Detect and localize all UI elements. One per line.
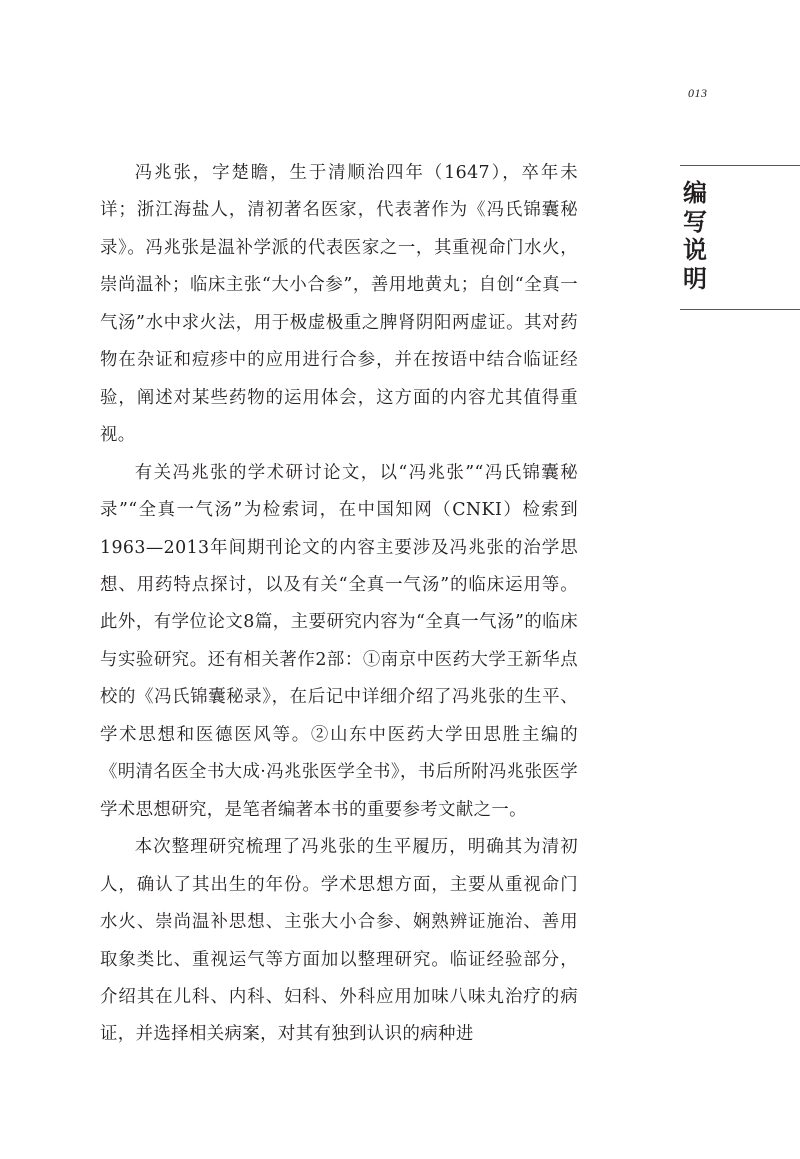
paragraph: 本次整理研究梳理了冯兆张的生平履历，明确其为清初人，确认了其出生的年份。学术思想方面，主要从重视命门水火、崇尚温补思想、主张大小合参、娴熟辨证施治、善用取象类比、重视运气等方面加以整理研究。临证经验部分，介绍其在儿科、内科、妇科、外科应用加味八味丸治疗的病证，并选择相关病案，对其有独到认识的病种进 xyxy=(100,837,578,1045)
paragraph: 有关冯兆张的学术研讨论文，以“冯兆张”“冯氏锦囊秘录”“全真一气汤”为检索词，在中国知网（CNKI）检索到1963—2013年间期刊论文的内容主要涉及冯兆张的治学思想、用药特点探讨，以及有关“全真一气汤”的临床运用等。此外，有学位论文8篇，主要研究内容为“全真一气汤”的临床与实验研究。还有相关著作2部：①南京中医药大学王新华点校的《冯氏锦囊秘录》，在后记中详细介绍了冯兆张的生平、学术思想和医德医风等。②山东中医药大学田思胜主编的《明清名医全书大成·冯兆张医学全书》，书后所附冯兆张医学学术思想研究，是笔者编著本书的重要参考文献之一。 xyxy=(100,462,578,820)
section-title-bottom-rule xyxy=(680,309,800,310)
section-title-char: 明 xyxy=(683,264,707,293)
paragraph: 冯兆张，字楚瞻，生于清顺治四年（1647），卒年未详；浙江海盐人，清初著名医家，代表著作为《冯氏锦囊秘录》。冯兆张是温补学派的代表医家之一，其重视命门水火，崇尚温补；临床主张“大小合参”，善用地黄丸；自创“全真一气汤”水中求火法，用于极虚极重之脾肾阴阳两虚证。其对药物在杂证和痘疹中的应用进行合参，并在按语中结合临证经验，阐述对某些药物的运用体会，这方面的内容尤其值得重视。 xyxy=(100,163,578,446)
body-text xyxy=(100,155,578,1054)
section-title-top-rule xyxy=(680,165,800,166)
section-title xyxy=(677,179,713,293)
section-title-char: 写 xyxy=(683,207,707,236)
page-number: 013 xyxy=(688,86,708,100)
section-title-char: 说 xyxy=(683,236,707,264)
section-title-char: 编 xyxy=(683,179,707,207)
